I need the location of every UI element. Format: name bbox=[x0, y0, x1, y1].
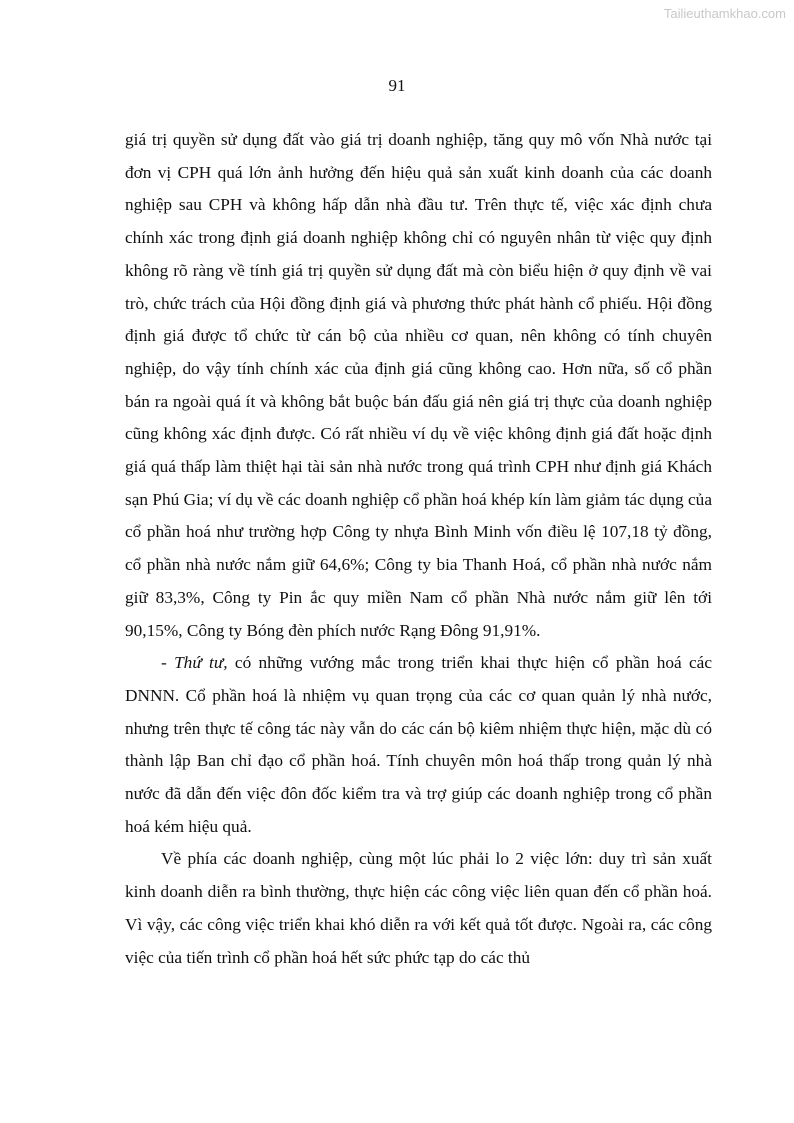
document-body bbox=[125, 124, 712, 974]
page-number: 91 bbox=[388, 76, 406, 95]
paragraph-2 bbox=[125, 647, 712, 843]
paragraph-3: Về phía các doanh nghiệp, cùng một lúc phải lo 2 việc lớn: duy trì sản xuất kinh doanh diễn ra bình thường, thực hiện các công việc liên quan đến cổ phần hoá. Vì vậy, các công việc triển khai khó diễn ra với kết quả tốt được. Ngoài ra, các công việc của tiến trình cổ phần hoá hết sức phức tạp do các thủ bbox=[125, 849, 712, 967]
watermark: Tailieuthamkhao.com bbox=[663, 6, 786, 21]
paragraph-2-emphasis: Thứ tư, bbox=[174, 653, 228, 673]
paragraph-2-text: có những vướng mắc trong triển khai thực hiện cổ phần hoá các DNNN. Cổ phần hoá là nhiệm vụ quan trọng của các cơ quan quản lý nhà nước, nhưng trên thực tế công tác này vẫn do các cán bộ kiêm nhiệm thực hiện, mặc dù có thành lập Ban chỉ đạo cổ phần hoá. Tính chuyên môn hoá thấp trong quản lý nhà nước đã dẫn đến việc đôn đốc kiểm tra và trợ giúp các doanh nghiệp trong cổ phần hoá kém hiệu quả. bbox=[125, 653, 712, 836]
paragraph-1: giá trị quyền sử dụng đất vào giá trị doanh nghiệp, tăng quy mô vốn Nhà nước tại đơn vị CPH quá lớn ảnh hưởng đến hiệu quả sản xuất kinh doanh của các doanh nghiệp sau CPH và không hấp dẫn nhà đầu tư. Trên thực tế, việc xác định chưa chính xác trong định giá doanh nghiệp không chỉ có nguyên nhân từ việc quy định không rõ ràng về tính giá trị quyền sử dụng đất mà còn biểu hiện ở quy định về vai trò, chức trách của Hội đồng định giá và phương thức phát hành cổ phiếu. Hội đồng định giá được tổ chức từ cán bộ của nhiều cơ quan, nên không có tính chuyên nghiệp, do vậy tính chính xác của định giá cũng không cao. Hơn nữa, số cổ phần bán ra ngoài quá ít và không bắt buộc bán đấu giá nên giá trị thực của doanh nghiệp cũng không xác định được. Có rất nhiều ví dụ về việc không định giá đất hoặc định giá quá thấp làm thiệt hại tài sản nhà nước trong quá trình CPH như định giá Khách sạn Phú Gia; ví dụ về các doanh nghiệp cổ phần hoá khép kín làm giảm tác dụng của cổ phần hoá như trường hợp Công ty nhựa Bình Minh vốn điều lệ 107,18 tỷ đồng, cổ phần nhà nước nắm giữ 64,6%; Công ty bia Thanh Hoá, cổ phần nhà nước nắm giữ 83,3%, Công ty Pin ắc quy miền Nam cổ phần Nhà nước nắm giữ lên tới 90,15%, Công ty Bóng đèn phích nước Rạng Đông 91,91%. bbox=[125, 130, 712, 640]
paragraph-2-lead: - bbox=[161, 653, 175, 673]
